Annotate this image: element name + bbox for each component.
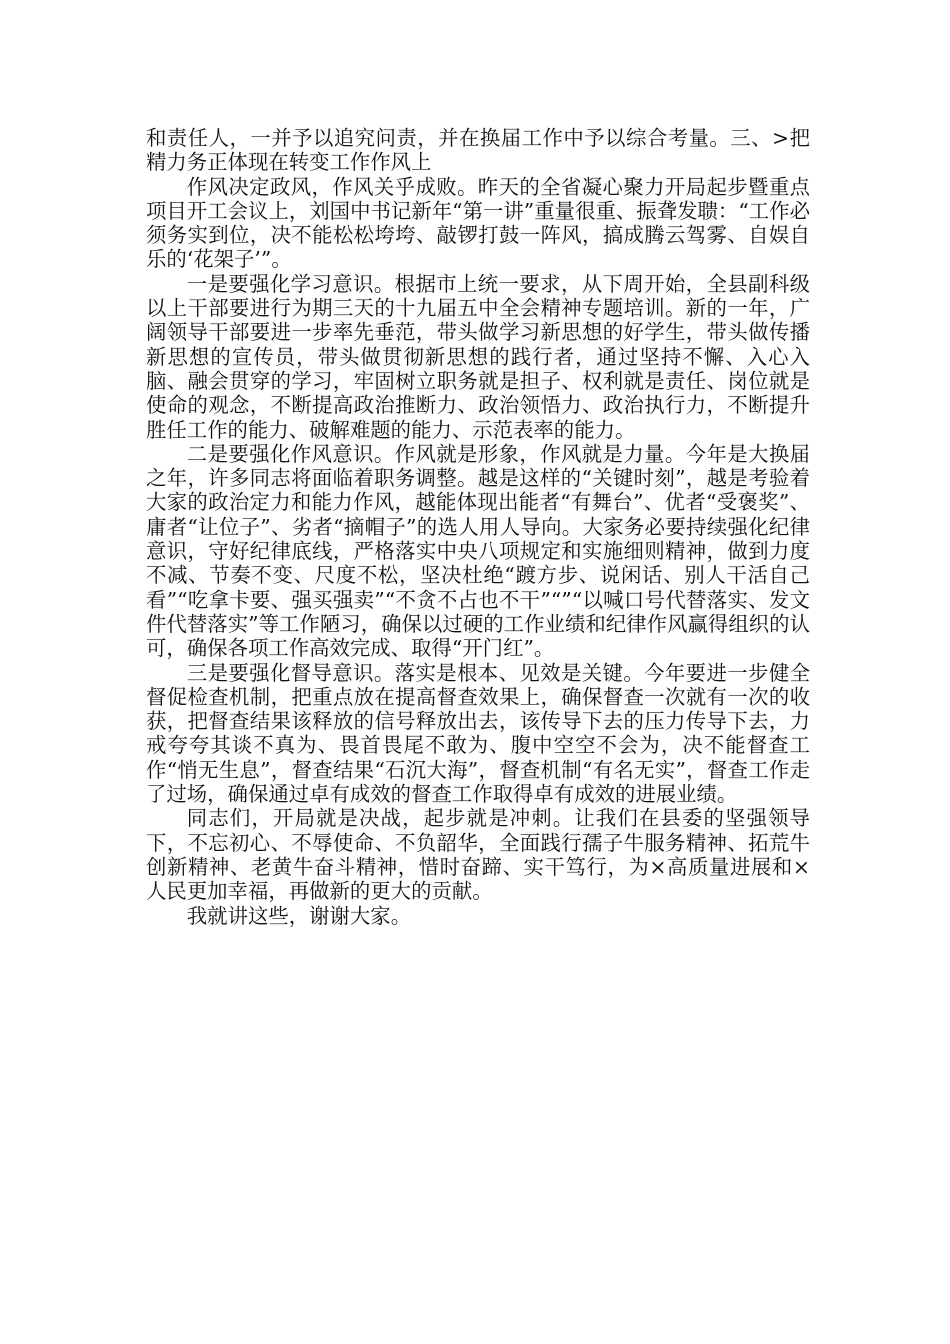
paragraph-2: 作风决定政风，作风关乎成败。昨天的全省凝心聚力开局起步暨重点项目开工会议上，刘国中书记新年“第一讲”重量很重、振聋发聩：“工作必须务实到位，决不能松松垮垮、敲锣打鼓一阵风，搞成腾云驾雾、自娱自乐的‘花架子’”。 <box>146 174 810 272</box>
paragraph-3: 一是要强化学习意识。根据市上统一要求，从下周开始，全县副科级以上干部要进行为期三天的十九届五中全会精神专题培训。新的一年，广阔领导干部要进一步率先垂范，带头做学习新思想的好学生，带头做传播新思想的宣传员，带头做贯彻新思想的践行者，通过坚持不懈、入心入脑、融会贯穿的学习，牢固树立职务就是担子、权利就是责任、岗位就是使命的观念，不断提高政治推断力、政治领悟力、政治执行力，不断提升胜任工作的能力、破解难题的能力、示范表率的能力。 <box>146 271 810 442</box>
paragraph-5: 三是要强化督导意识。落实是根本、见效是关键。今年要进一步健全督促检查机制，把重点放在提高督查效果上，确保督查一次就有一次的收获，把督查结果该释放的信号释放出去，该传导下去的压力传导下去，力戒夸夸其谈不真为、畏首畏尾不敢为、腹中空空不会为，决不能督查工作“悄无生息”，督查结果“石沉大海”，督查机制“有名无实”，督查工作走了过场，确保通过卓有成效的督查工作取得卓有成效的进展业绩。 <box>146 660 810 807</box>
document-body <box>146 126 810 928</box>
paragraph-1: 和责任人，一并予以追究问责，并在换届工作中予以综合考量。三、>把精力务正体现在转变工作作风上 <box>146 126 810 175</box>
paragraph-4: 二是要强化作风意识。作风就是形象，作风就是力量。今年是大换届之年，许多同志将面临着职务调整。越是这样的“关键时刻”，越是考验着大家的政治定力和能力作风，越能体现出能者“有舞台”、优者“受褒奖”、庸者“让位子”、劣者“摘帽子”的选人用人导向。大家务必要持续强化纪律意识，守好纪律底线，严格落实中央八项规定和实施细则精神，做到力度不减、节奏不变、尺度不松，坚决杜绝“踱方步、说闲话、别人干活自己看”“吃拿卡要、强买强卖”“不贪不占也不干”“”“以喊口号代替落实、发文件代替落实”等工作陋习，确保以过硬的工作业绩和纪律作风赢得组织的认可，确保各项工作高效完成、取得“开门红”。 <box>146 441 810 661</box>
paragraph-6: 同志们，开局就是决战，起步就是冲刺。让我们在县委的坚强领导下，不忘初心、不辱使命、不负韶华，全面践行孺子牛服务精神、拓荒牛创新精神、老黄牛奋斗精神，惜时奋蹄、实干笃行，为×高质量进展和×人民更加幸福，再做新的更大的贡献。 <box>146 806 810 904</box>
paragraph-7: 我就讲这些，谢谢大家。 <box>186 903 412 928</box>
